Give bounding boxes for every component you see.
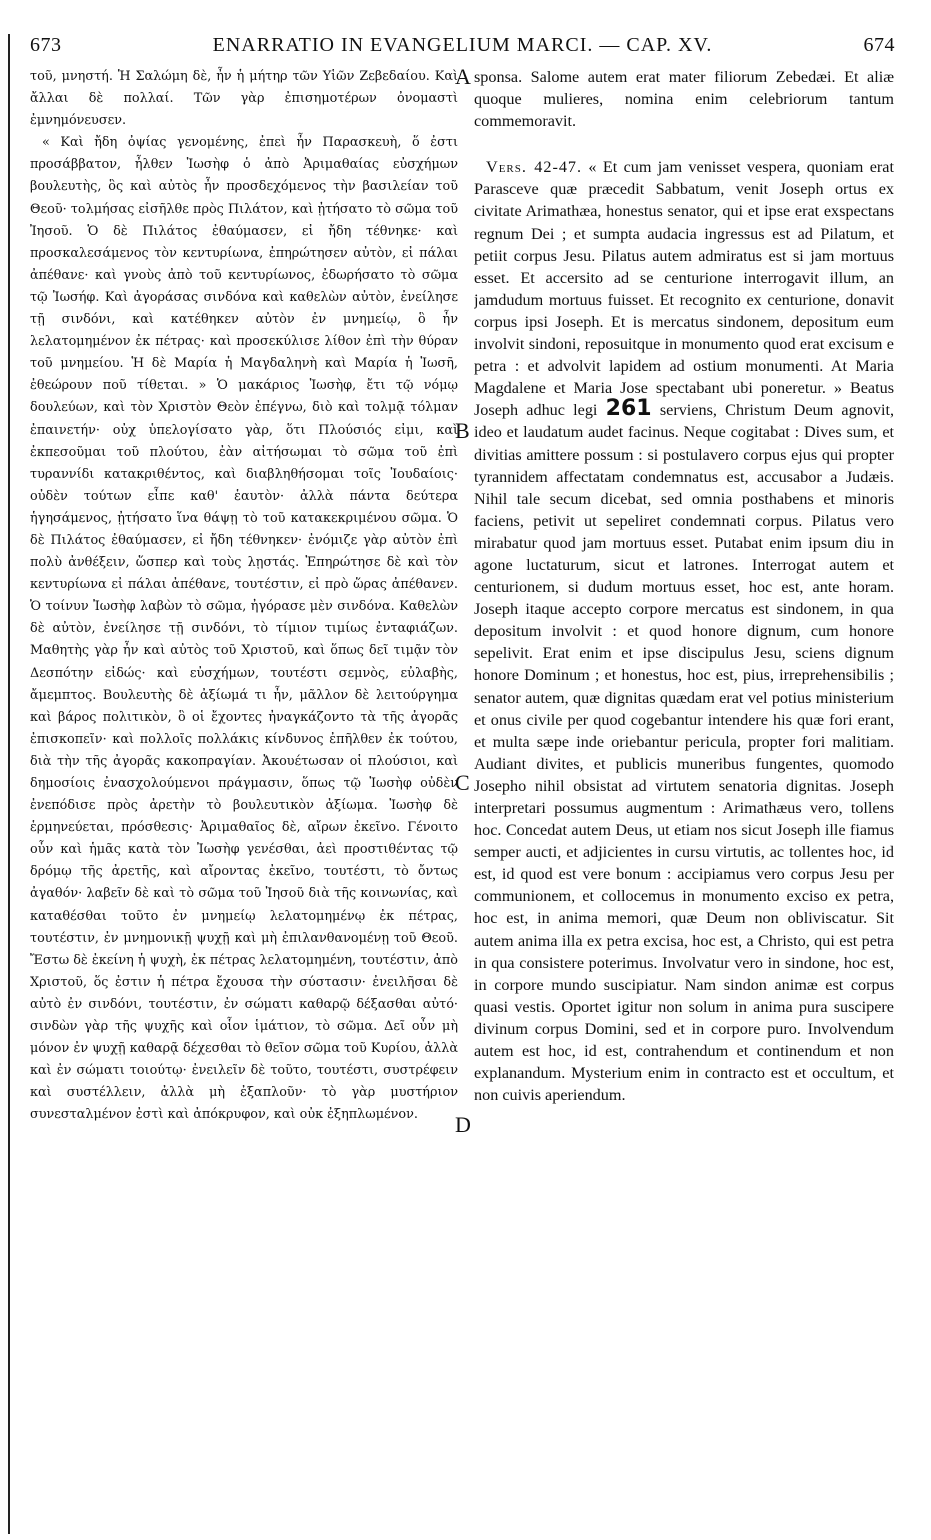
margin-letter-a: A (455, 64, 471, 89)
running-title: ENARRATIO IN EVANGELIUM MARCI. — CAP. XV. (212, 34, 713, 56)
page-number-right: 674 (863, 34, 895, 56)
latin-paragraph-2-end: serviens, Christum Deum agnovit, ideo et laudatum audet facinus. Neque cogitabat : Dives sum, et divitias amittere possum : si postulavero corpus ejus qui propter tyrannidem affectatam condemnatus est, accusabor a Judæis. Nihil tale secum dicebat, sed omnia posthabens et minoris faciens, petivit ut sepeliret condemnati corpus. Pilatus vero mirabatur quod jam mortuus esset. Putabat enim ipsum diu in agone luctaturum, sicut et latrones. Interrogat autem et centurionem, si dudum mortuus esset, hoc est, ante horam. Joseph itaque accepto corpore mercatus est sindonem, in qua depositum involvit : et quod honore dignum, cum honore sepelivit. Erat enim et ipse discipulus Jesu, sciens dignum honore Dominum ; et honestus, hoc est, pius, irreprehensibilis ; senator autem, quæ dignitas quædam erat vel potius ministerium et onus civile per quod cogebantur intendere his quæ fori erant, et multa sæpe inde oriebantur pericula, propter fori malitiam. Audiant divites, et publicis muneribus fungentes, quomodo Josepho nihil obsistat ad virtutem senatoria dignitas. Joseph interpretari possumus augmentum : Arimathæus vero, tollens hoc. Concedat autem Deus, ut etiam nos sicut Joseph ille fiamus semper aucti, et adjicientes in cursu virtutis, ac tollentes hoc, id est, id quod est vere bonum : accipiamus vero corpus Jesu per communionem, et collocemus in monumento exciso ex petra, hoc est, in anima memori, quæ Deum non obliviscatur. Sit autem anima illa ex petra excisa, hoc est, a Christo, qui est petra in qua consistere poterimus. Involvatur vero in sindone, hoc est, in corpore mundo suscipiatur. Nam sindon animæ est corpus quasi vestis. Oportet igitur non solum in anima pura suscipere divinum corpus Domini, sed et in corpore puro. Involvendum autem est hoc, id est, contrahendum et continendum et non explanandum. Mysterium enim in contracto est et occultum, et non cuivis aperiendum. (474, 401, 894, 1105)
latin-paragraph-1: sponsa. Salome autem erat mater filiorum Zebedæi. Et aliæ quoque mulieres, nomina enim celebriorum tantum commemoravit. (474, 68, 894, 131)
page-number-left: 673 (30, 34, 62, 56)
latin-paragraph-2-start: « Et cum jam venisset vespera, quoniam erat Parasceve quæ præcedit Sabbatum, venit Joseph ortus ex civitate Arimathæa, honestus senator, qui et ipse erat exspectans regnum Dei ; et sumpta audacia ingressus est ad Pilatum, et petiit corpus Jesu. Pilatus autem admiratus est si jam mortuus esset. Et accersito ad se centurione interrogavit illum, an jamdudum mortuus fuisset. Et recognito ex centurione, donavit corpus ipsi Joseph. Et is mercatus sindonem, depositum eum involvit sindoni, reposuitque in monumento quod erat excisum e petra : et advolvit lapidem ad ostium monumenti. At Maria Magdalene et Maria Jose spectabant ubi poneretur. » Beatus Joseph adhuc legi (474, 158, 894, 420)
margin-letter-b: B (455, 418, 470, 443)
greek-paragraph-1: τοῦ, μνηστή. Ἡ Σαλώμη δὲ, ἦν ἡ μήτηρ τῶν Υἱῶν Ζεβεδαίου. Καὶ ἄλλαι δὲ πολλαί. Τῶν γὰρ ἐπισημοτέρων ὀνομαστὶ ἐμνημόνευσεν. (30, 69, 458, 129)
running-header (30, 34, 895, 60)
margin-letter-d: D (455, 1112, 471, 1137)
latin-paragraph-2 (474, 156, 894, 1106)
latin-column (474, 66, 894, 1526)
margin-letter-c: C (455, 770, 470, 795)
column-number-marker: 261 (605, 396, 652, 422)
verse-label: Vers. 42-47. (486, 158, 583, 177)
binding-edge (8, 34, 10, 1534)
greek-paragraph-2: « Καὶ ἤδη ὀψίας γενομένης, ἐπεὶ ἦν Παρασκευὴ, ὅ ἐστι προσάββατον, ἦλθεν Ἰωσὴφ ὁ ἀπὸ Ἀριμαθαίας εὐσχήμων βουλευτὴς, ὃς καὶ αὐτὸς ἦν προσδεχόμενος τὴν βασιλείαν τοῦ Θεοῦ· τολμήσας εἰσῆλθε πρὸς Πιλάτον, καὶ ᾐτήσατο τὸ σῶμα τοῦ Ἰησοῦ. Ὁ δὲ Πιλάτος ἐθαύμασεν, εἰ ἤδη τέθνηκε· καὶ προσκαλεσάμενος τὸν κεντυρίωνα, ἐπηρώτησεν αὐτὸν, εἰ πάλαι ἀπέθανε· καὶ γνοὺς ἀπὸ τοῦ κεντυρίωνος, ἐδωρήσατο τὸ σῶμα τῷ Ἰωσήφ. Καὶ ἀγοράσας σινδόνα καὶ καθελὼν αὐτὸν, ἐνείλησε τῇ σινδόνι, καὶ κατέθηκεν αὐτὸν ἐν μνημείῳ, ὃ ἦν λελατομημένον ἐκ πέτρας· καὶ προσεκύλισε λίθον ἐπὶ τὴν θύραν τοῦ μνημείου. Ἡ δὲ Μαρία ἡ Μαγδαληνὴ καὶ Μαρία ἡ Ἰωσῆ, ἐθεώρουν ποῦ τίθεται. » Ὁ μακάριος Ἰωσὴφ, ἔτι τῷ νόμῳ δουλεύων, καὶ τὸν Χριστὸν Θεὸν ἐπέγνω, διὸ καὶ τολμᾷ τόλμαν ἐπαινετήν· οὐχ ὑπελογίσατο γὰρ, ὅτι Πλούσιός εἰμι, καὶ ἐκπεσοῦμαι τοῦ πλούτου, ἐὰν αἰτήσωμαι τὸ σῶμα τοῦ ἐπὶ τυραννίδι κατακριθέντος, καὶ διαβληθήσομαι τοῖς Ἰουδαίοις· οὐδὲν τούτων εἶπε καθ' ἑαυτὸν· ἀλλὰ πάντα δεύτερα ἡγησάμενος, ᾐτήσατο ἵνα θάψῃ τὸ τοῦ κατακεκριμένου σῶμα. Ὁ δὲ Πιλάτος ἐθαύμασεν, εἰ ἤδη τέθνηκεν· ἐνόμιζε γὰρ αὐτὸν ἐπὶ πολὺ ἀνθέξειν, ὥσπερ καὶ τοὺς λῃστάς. Ἐπηρώτησε δὲ καὶ τὸν κεντυρίωνα εἰ πάλαι ἀπέθανε, τουτέστιν, εἰ πρὸ ὥρας ἀπέθανεν. Ὁ τοίνυν Ἰωσὴφ λαβὼν τὸ σῶμα, ἠγόρασε μὲν σινδόνα. Καθελὼν δὲ αὐτὸν, ἐνείλησε τῇ σινδόνι, τὸ τίμιον τιμίως ἐνταφιάζων. Μαθητὴς γὰρ ἦν καὶ αὐτὸς τοῦ Χριστοῦ, καὶ ὅπως δεῖ τιμᾷν τὸν Δεσπότην εἰδώς· καὶ εὐσχήμων, τουτέστι σεμνὸς, εὐλαβὴς, ἄμεμπτος. Βουλευτὴς δὲ ἀξίωμά τι ἦν, μᾶλλον δὲ λειτούργημα καὶ βάρος πολιτικὸν, ὃ οἱ ἔχοντες ἠναγκάζοντο τὰ τῆς ἀγορᾶς ἐπισκοπεῖν· καὶ πολλοῖς πολλάκις κίνδυνος ἐπῆλθεν ἐκ τούτου, διὰ τὴν τῆς ἀγορᾶς κακοπραγίαν. Ἀκουέτωσαν οἱ πλούσιοι, καὶ δημοσίοις ἐνασχολούμενοι πράγμασιν, ὅπως τῷ Ἰωσὴφ οὐδὲν ἐνεπόδισε πρὸς ἀρετὴν τὸ βουλευτικὸν ἀξίωμα. Ἰωσὴφ δὲ ἑρμηνεύεται, πρόσθεσις· Ἀριμαθαῖος δὲ, αἴρων ἐκεῖνο. Γένοιτο οὖν καὶ ἡμᾶς κατὰ τὸν Ἰωσὴφ γενέσθαι, ἀεὶ προστιθέντας τῷ δρόμῳ τῆς ἀρετῆς, καὶ αἴροντας ἐκεῖνο, τουτέστι, τὸ ὄντως ἀγαθόν· λαβεῖν δὲ καὶ τὸ σῶμα τοῦ Ἰησοῦ διὰ τῆς κοινωνίας, καὶ καταθέσθαι τοῦτο ἐν μνημείῳ λελατομημένῳ ἐκ πέτρας, τουτέστιν, ἐν μνημονικῇ ψυχῇ καὶ μὴ ἐπιλανθανομένῃ τοῦ Θεοῦ. Ἔστω δὲ ἐκείνη ἡ ψυχὴ, ἐκ πέτρας λελατομημένη, τουτέστιν, ἀπὸ Χριστοῦ, ὅς ἐστιν ἡ πέτρα ἔχουσα τὴν σύστασιν· ἐνειλῆσαι δὲ αὐτὸ ἐν σινδόνι, τουτέστιν, ἐν σώματι καθαρῷ δέξασθαι αὐτό· σινδὼν γὰρ τῆς ψυχῆς καὶ οἷον ἱμάτιον, τὸ σῶμα. Δεῖ οὖν μὴ μόνον ἐν ψυχῇ καθαρᾷ δέχεσθαι τὸ θεῖον σῶμα τοῦ Κυρίου, ἀλλὰ καὶ ἐν σώματι τοιούτῳ· ἐνειλεῖν δὲ τοῦτο, τουτέστι, συστρέφειν καὶ συστέλλειν, ἀλλὰ μὴ ἐξαπλοῦν· τὸ γὰρ μυστήριον συνεσταλμένον ἐστὶ καὶ ἀπόκρυφον, καὶ οὐκ ἐξηπλωμένον. (30, 135, 458, 1123)
greek-column (30, 66, 458, 1526)
